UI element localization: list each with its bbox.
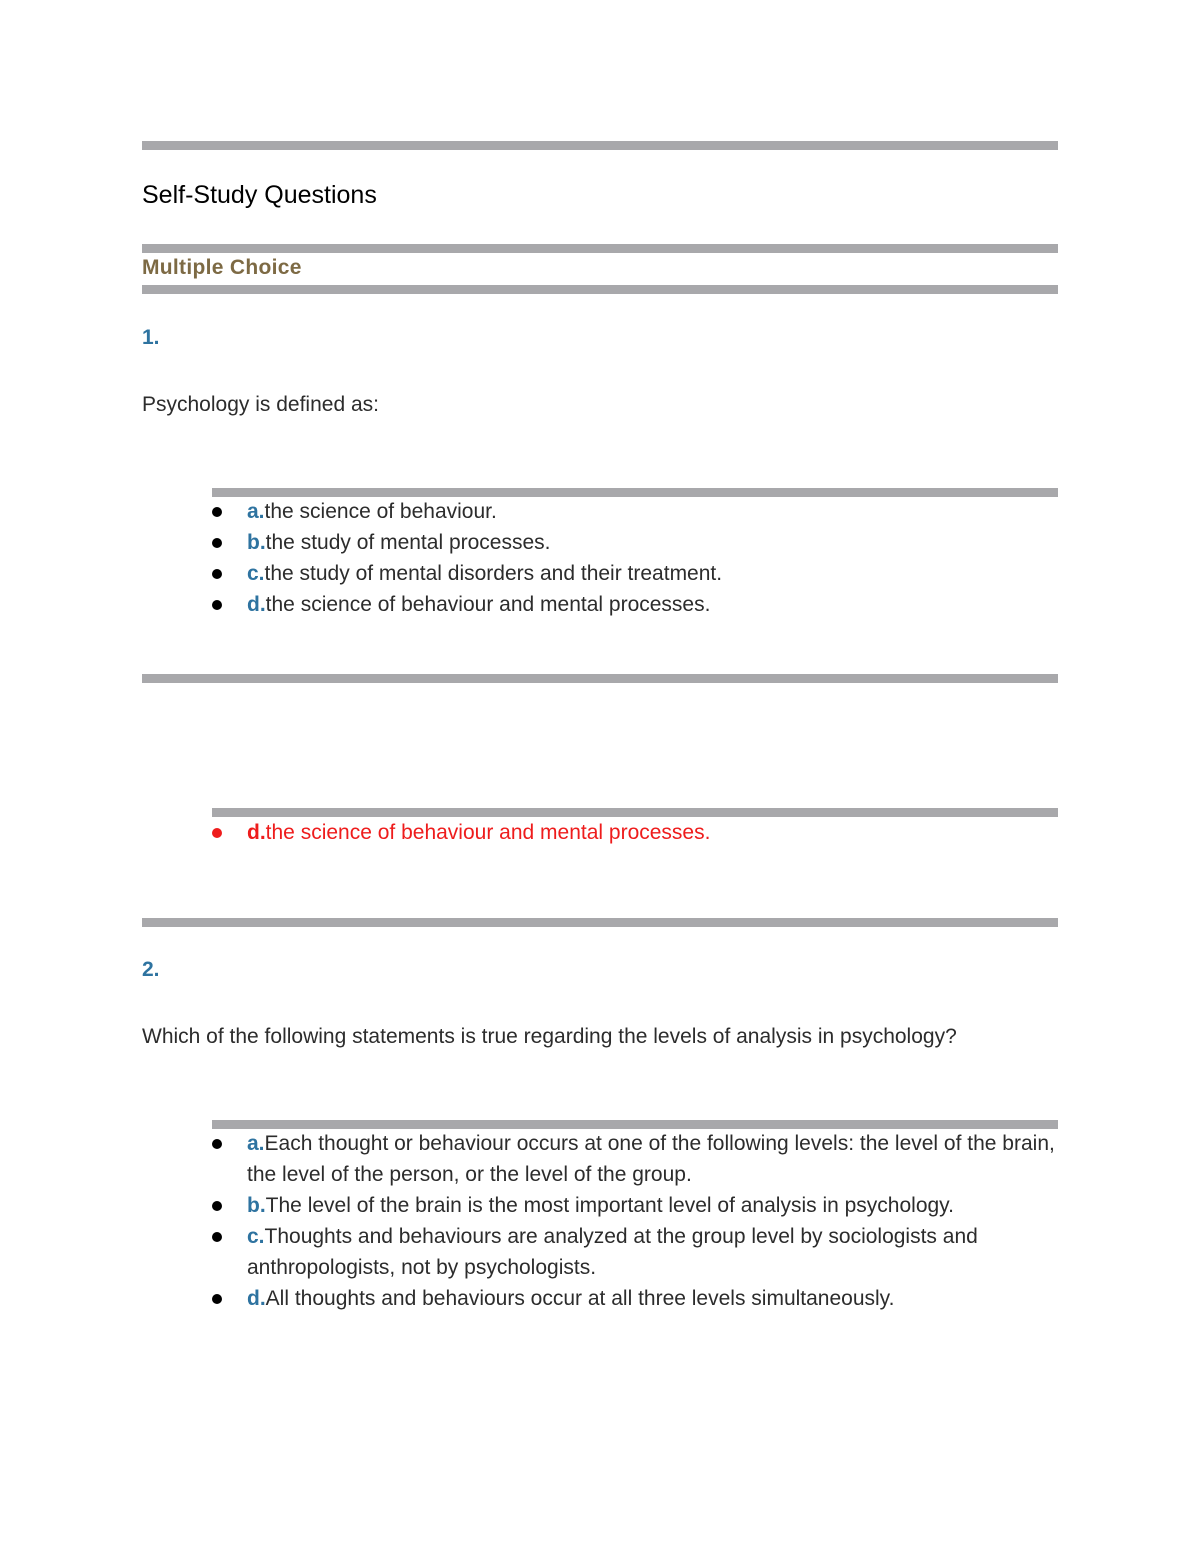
question-2-prompt: Which of the following statements is true regarding the levels of analysis in psychology? bbox=[142, 1025, 957, 1048]
question-1-number: 1. bbox=[142, 326, 160, 349]
option-letter: c. bbox=[247, 1225, 265, 1248]
option-item[interactable] bbox=[212, 558, 1058, 589]
section-heading: Multiple Choice bbox=[142, 256, 302, 279]
bullet-icon bbox=[212, 1201, 222, 1211]
question-2-options bbox=[212, 1128, 1058, 1314]
option-letter: b. bbox=[247, 1194, 266, 1217]
bullet-icon bbox=[212, 538, 222, 548]
option-item[interactable] bbox=[212, 496, 1058, 527]
correct-answer bbox=[212, 817, 1058, 848]
option-text: Each thought or behaviour occurs at one of the following levels: the level of the brain, the level of the person, or the level of the group. bbox=[247, 1132, 1055, 1186]
section-rule-bottom bbox=[142, 285, 1058, 294]
bullet-icon bbox=[212, 1139, 222, 1149]
q1-end-rule bbox=[142, 674, 1058, 683]
option-letter: b. bbox=[247, 531, 266, 554]
option-item[interactable] bbox=[212, 1128, 1058, 1190]
option-item[interactable] bbox=[212, 589, 1058, 620]
option-letter: d. bbox=[247, 593, 266, 616]
option-item[interactable] bbox=[212, 1283, 1058, 1314]
option-text: the science of behaviour. bbox=[264, 500, 497, 523]
option-text: Thoughts and behaviours are analyzed at the group level by sociologists and anthropologists, not by psychologists. bbox=[247, 1225, 978, 1279]
question-1-options bbox=[212, 496, 1058, 620]
q1-answer-end-rule bbox=[142, 918, 1058, 927]
question-1-prompt: Psychology is defined as: bbox=[142, 393, 379, 416]
option-item[interactable] bbox=[212, 1190, 1058, 1221]
bullet-icon bbox=[212, 1232, 222, 1242]
option-text: the study of mental processes. bbox=[265, 531, 551, 554]
option-item[interactable] bbox=[212, 527, 1058, 558]
option-letter: a. bbox=[247, 500, 265, 523]
q1-answer-rule bbox=[212, 808, 1058, 817]
option-text: the study of mental disorders and their treatment. bbox=[264, 562, 723, 585]
option-letter: a. bbox=[247, 1132, 265, 1155]
bullet-icon bbox=[212, 600, 222, 610]
option-item[interactable] bbox=[212, 1221, 1058, 1283]
option-letter: d. bbox=[247, 1287, 266, 1310]
bullet-icon bbox=[212, 1294, 222, 1304]
top-rule bbox=[142, 141, 1058, 150]
question-1-answer bbox=[212, 817, 1058, 848]
option-letter: c. bbox=[247, 562, 265, 585]
bullet-icon bbox=[212, 507, 222, 517]
section-rule-top bbox=[142, 244, 1058, 253]
bullet-icon bbox=[212, 828, 222, 838]
bullet-icon bbox=[212, 569, 222, 579]
question-2-number: 2. bbox=[142, 958, 160, 981]
option-letter: d. bbox=[247, 821, 266, 844]
document-title: Self-Study Questions bbox=[142, 181, 377, 209]
option-text: All thoughts and behaviours occur at all three levels simultaneously. bbox=[265, 1287, 895, 1310]
option-text: The level of the brain is the most important level of analysis in psychology. bbox=[265, 1194, 954, 1217]
option-text: the science of behaviour and mental processes. bbox=[265, 593, 711, 616]
option-text: the science of behaviour and mental processes. bbox=[265, 821, 711, 844]
